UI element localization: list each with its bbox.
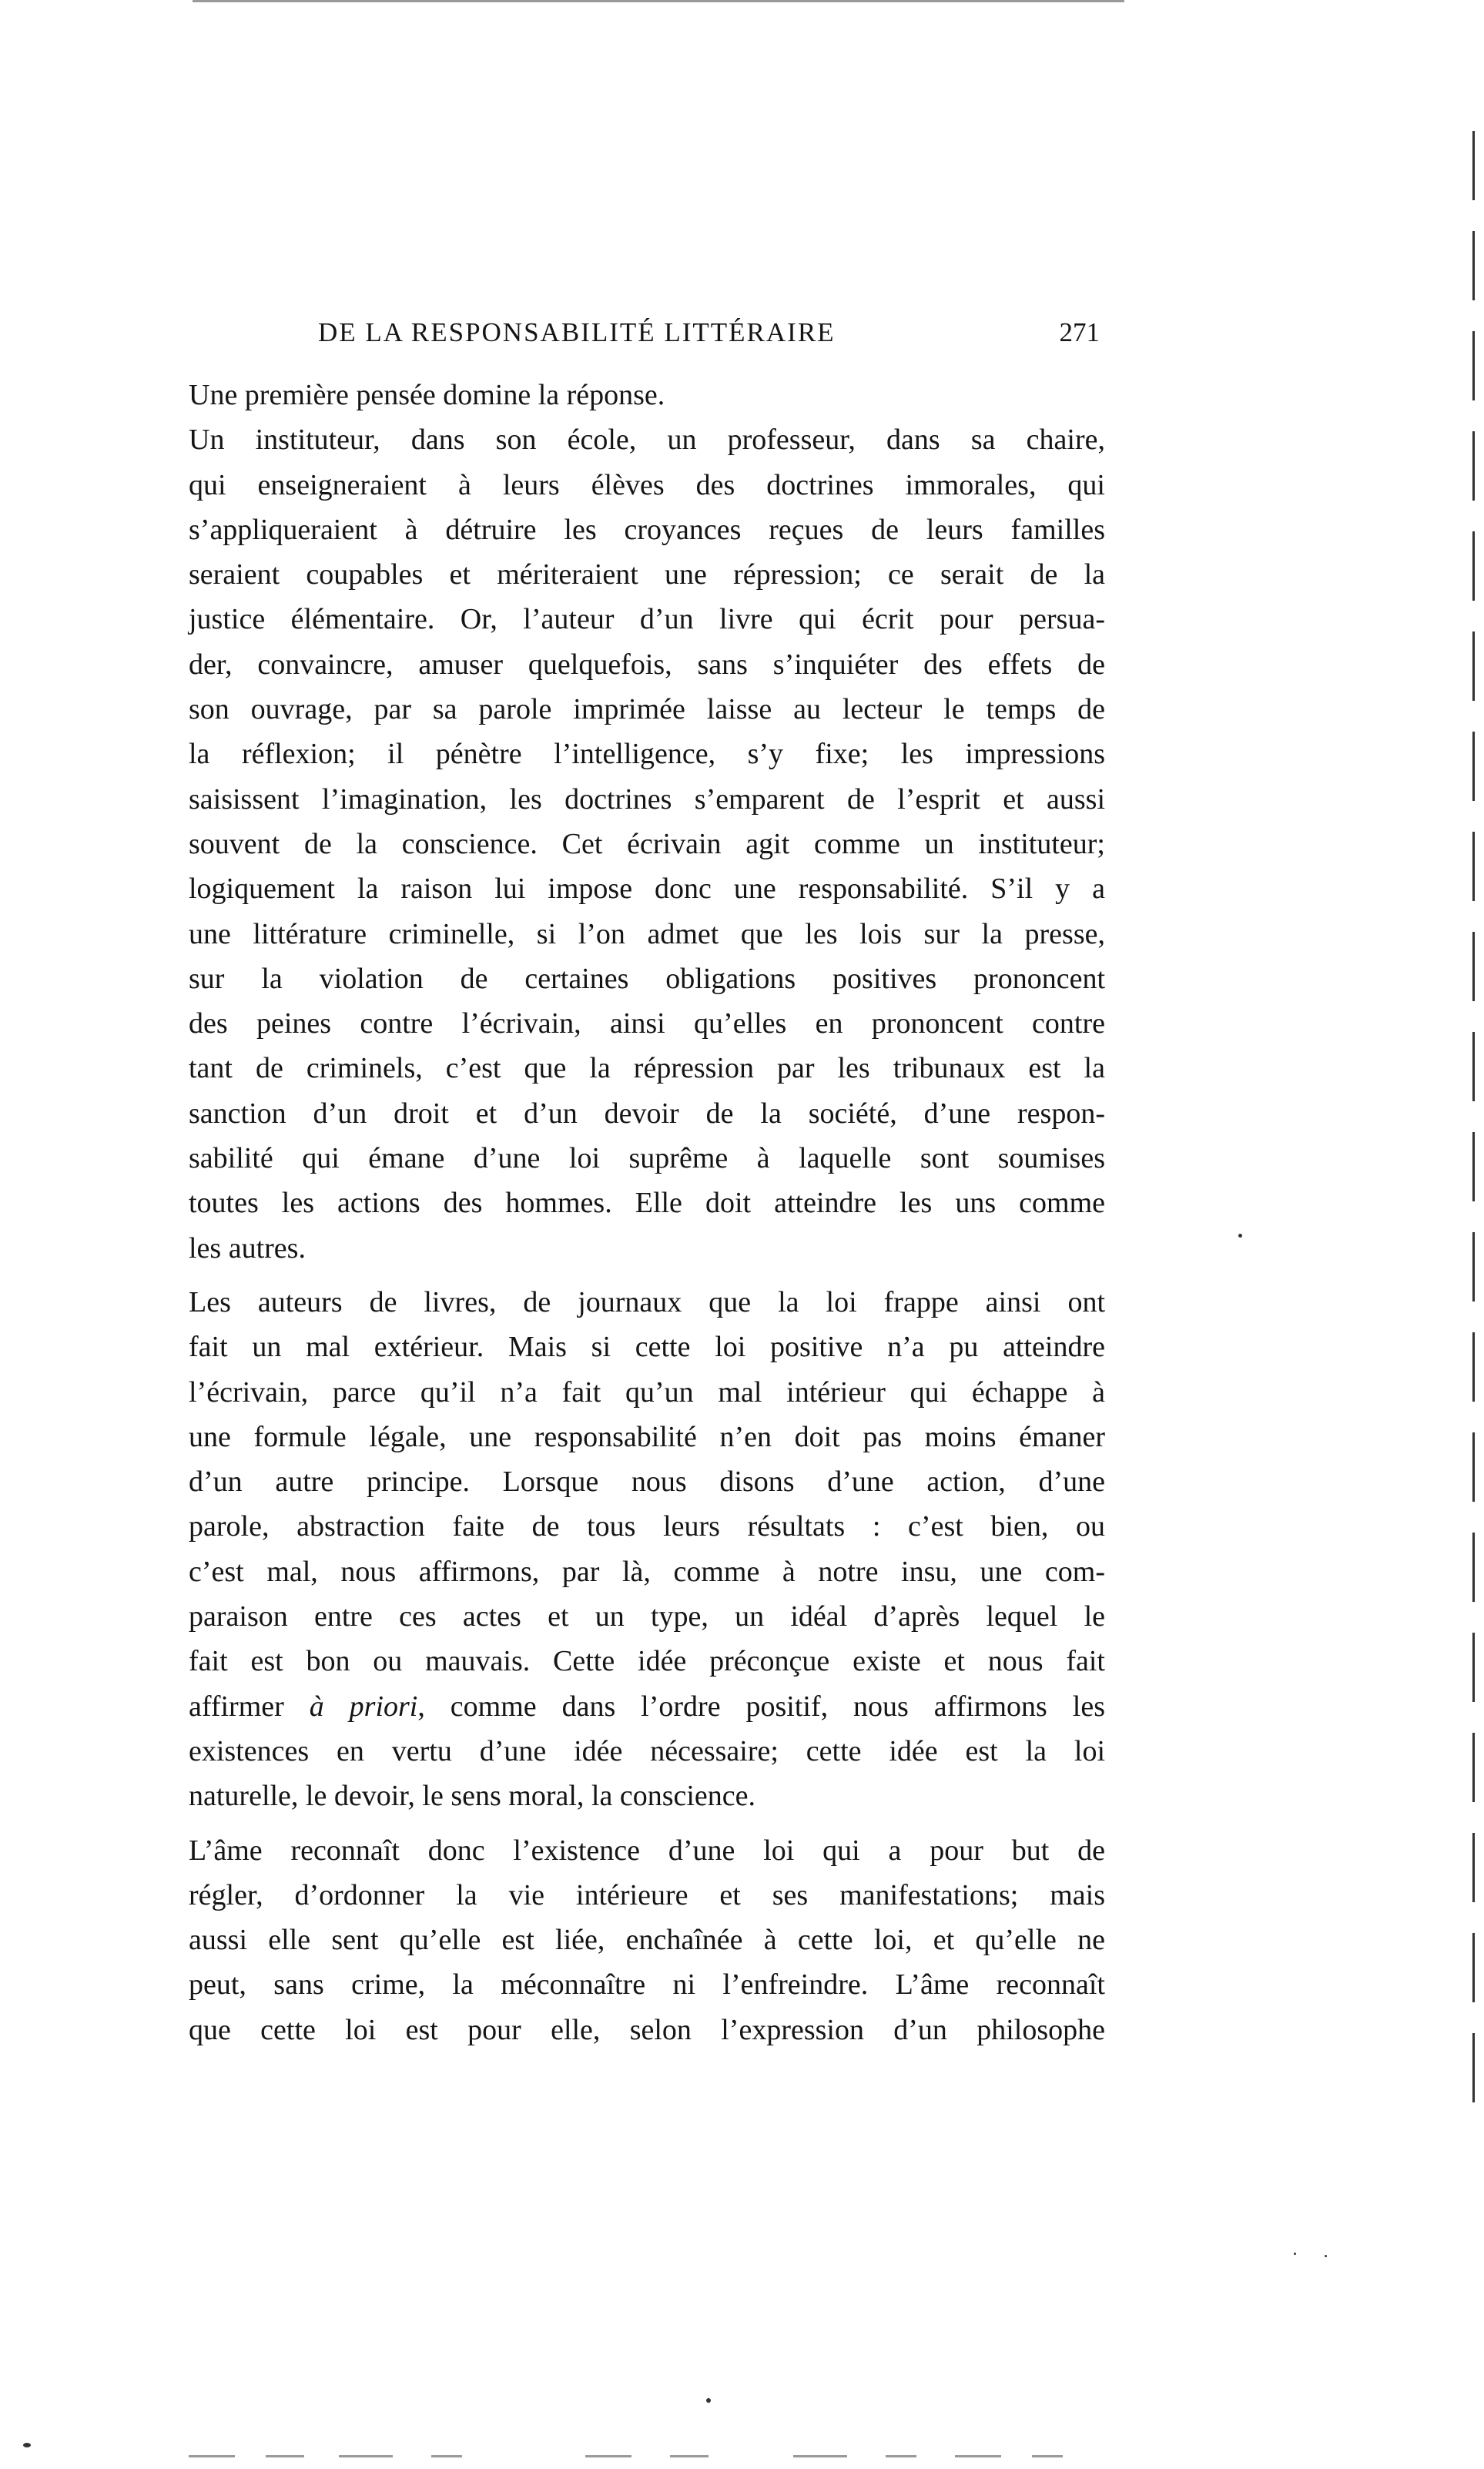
running-head: [189, 317, 1100, 356]
text-line: saisissent l’imagination, les doctrines s’emparent de l’esprit et aussi: [189, 782, 1105, 816]
text-run: affirmer: [189, 1690, 310, 1723]
bottom-edge-mark: [266, 2455, 304, 2457]
text-line: naturelle, le devoir, le sens moral, la conscience.: [189, 1780, 756, 1813]
scan-speck: [1325, 2255, 1327, 2257]
text-line: parole, abstraction faite de tous leurs résultats : c’est bien, ou: [189, 1510, 1105, 1543]
text-line: s’appliqueraient à détruire les croyances reçues de leurs familles: [189, 513, 1105, 546]
scan-speck: [1238, 1234, 1242, 1238]
text-line: Les auteurs de livres, de journaux que la loi frappe ainsi ont: [189, 1285, 1105, 1318]
bottom-edge-mark: [886, 2455, 916, 2457]
text-line: régler, d’ordonner la vie intérieure et ses manifestations; mais: [189, 1878, 1105, 1911]
text-line: tant de criminels, c’est que la répression par les tribunaux est la: [189, 1052, 1105, 1085]
top-edge-rule: [193, 0, 1124, 2]
text-run: , comme dans l’ordre positif, nous affirmons les: [417, 1690, 1105, 1723]
paragraph-gap: [189, 1819, 1105, 1828]
text-line: existences en vertu d’une idée nécessaire; cette idée est la loi: [189, 1734, 1105, 1767]
text-line: c’est mal, nous affirmons, par là, comme à notre insu, une com-: [189, 1555, 1105, 1588]
page-edge-border: [1472, 131, 1475, 2133]
text-line: der, convaincre, amuser quelquefois, sans s’inquiéter des effets de: [189, 648, 1105, 681]
text-line: sabilité qui émane d’une loi suprême à laquelle sont soumises: [189, 1142, 1105, 1175]
text-line: fait un mal extérieur. Mais si cette loi positive n’a pu atteindre: [189, 1331, 1105, 1364]
text-line: une formule légale, une responsabilité n’en doit pas moins émaner: [189, 1420, 1105, 1453]
text-line: justice élémentaire. Or, l’auteur d’un livre qui écrit pour persua-: [189, 603, 1105, 636]
text-line: aussi elle sent qu’elle est liée, enchaînée à cette loi, et qu’elle ne: [189, 1924, 1105, 1957]
bottom-edge-mark: [339, 2455, 393, 2457]
text-line: fait est bon ou mauvais. Cette idée préconçue existe et nous fait: [189, 1645, 1105, 1678]
text-line: son ouvrage, par sa parole imprimée laisse au lecteur le temps de: [189, 693, 1105, 726]
text-line: paraison entre ces actes et un type, un idéal d’après lequel le: [189, 1600, 1105, 1633]
bottom-edge-mark: [431, 2455, 462, 2457]
body-text: [189, 373, 1105, 2052]
text-line: seraient coupables et mériteraient une répression; ce serait de la: [189, 558, 1105, 591]
scan-speck: [706, 2398, 711, 2403]
text-line: toutes les actions des hommes. Elle doit atteindre les uns comme: [189, 1187, 1105, 1220]
bottom-edge-mark: [793, 2455, 847, 2457]
text-line: la réflexion; il pénètre l’intelligence, s’y fixe; les impressions: [189, 738, 1105, 771]
bottom-edge-mark: [585, 2455, 631, 2457]
running-title: DE LA RESPONSABILITÉ LITTÉRAIRE: [318, 317, 836, 347]
text-line: une littérature criminelle, si l’on admet que les lois sur la presse,: [189, 917, 1105, 950]
paragraph-gap: [189, 1271, 1105, 1280]
scan-speck: [1294, 2253, 1296, 2255]
text-line: des peines contre l’écrivain, ainsi qu’elles en prononcent contre: [189, 1007, 1105, 1040]
text-line: logiquement la raison lui impose donc une responsabilité. S’il y a: [189, 873, 1105, 906]
italic-term: à priori: [309, 1690, 418, 1723]
text-line: l’écrivain, parce qu’il n’a fait qu’un mal intérieur qui échappe à: [189, 1375, 1105, 1409]
text-line-mixed: [189, 1684, 1105, 1729]
bottom-edge-mark: [955, 2455, 1001, 2457]
text-line: souvent de la conscience. Cet écrivain agit comme un instituteur;: [189, 827, 1105, 860]
text-line: Une première pensée domine la réponse.: [189, 379, 665, 411]
scan-speck: [23, 2443, 31, 2447]
text-line: Un instituteur, dans son école, un professeur, dans sa chaire,: [189, 424, 1105, 457]
text-line: L’âme reconnaît donc l’existence d’une loi qui a pour but de: [189, 1834, 1105, 1867]
text-line: que cette loi est pour elle, selon l’expression d’un philosophe: [189, 2013, 1105, 2046]
text-line: d’un autre principe. Lorsque nous disons d’une action, d’une: [189, 1466, 1105, 1499]
text-line: peut, sans crime, la méconnaître ni l’enfreindre. L’âme reconnaît: [189, 1968, 1105, 2002]
bottom-edge-mark: [189, 2455, 235, 2457]
text-line: qui enseigneraient à leurs élèves des doctrines immorales, qui: [189, 468, 1105, 501]
text-line: sur la violation de certaines obligations positives prononcent: [189, 962, 1105, 995]
bottom-edge-mark: [670, 2455, 709, 2457]
page-number: 271: [1059, 317, 1100, 347]
bottom-edge-mark: [1032, 2455, 1063, 2457]
text-line: sanction d’un droit et d’un devoir de la société, d’une respon-: [189, 1097, 1105, 1130]
text-line: les autres.: [189, 1231, 306, 1265]
